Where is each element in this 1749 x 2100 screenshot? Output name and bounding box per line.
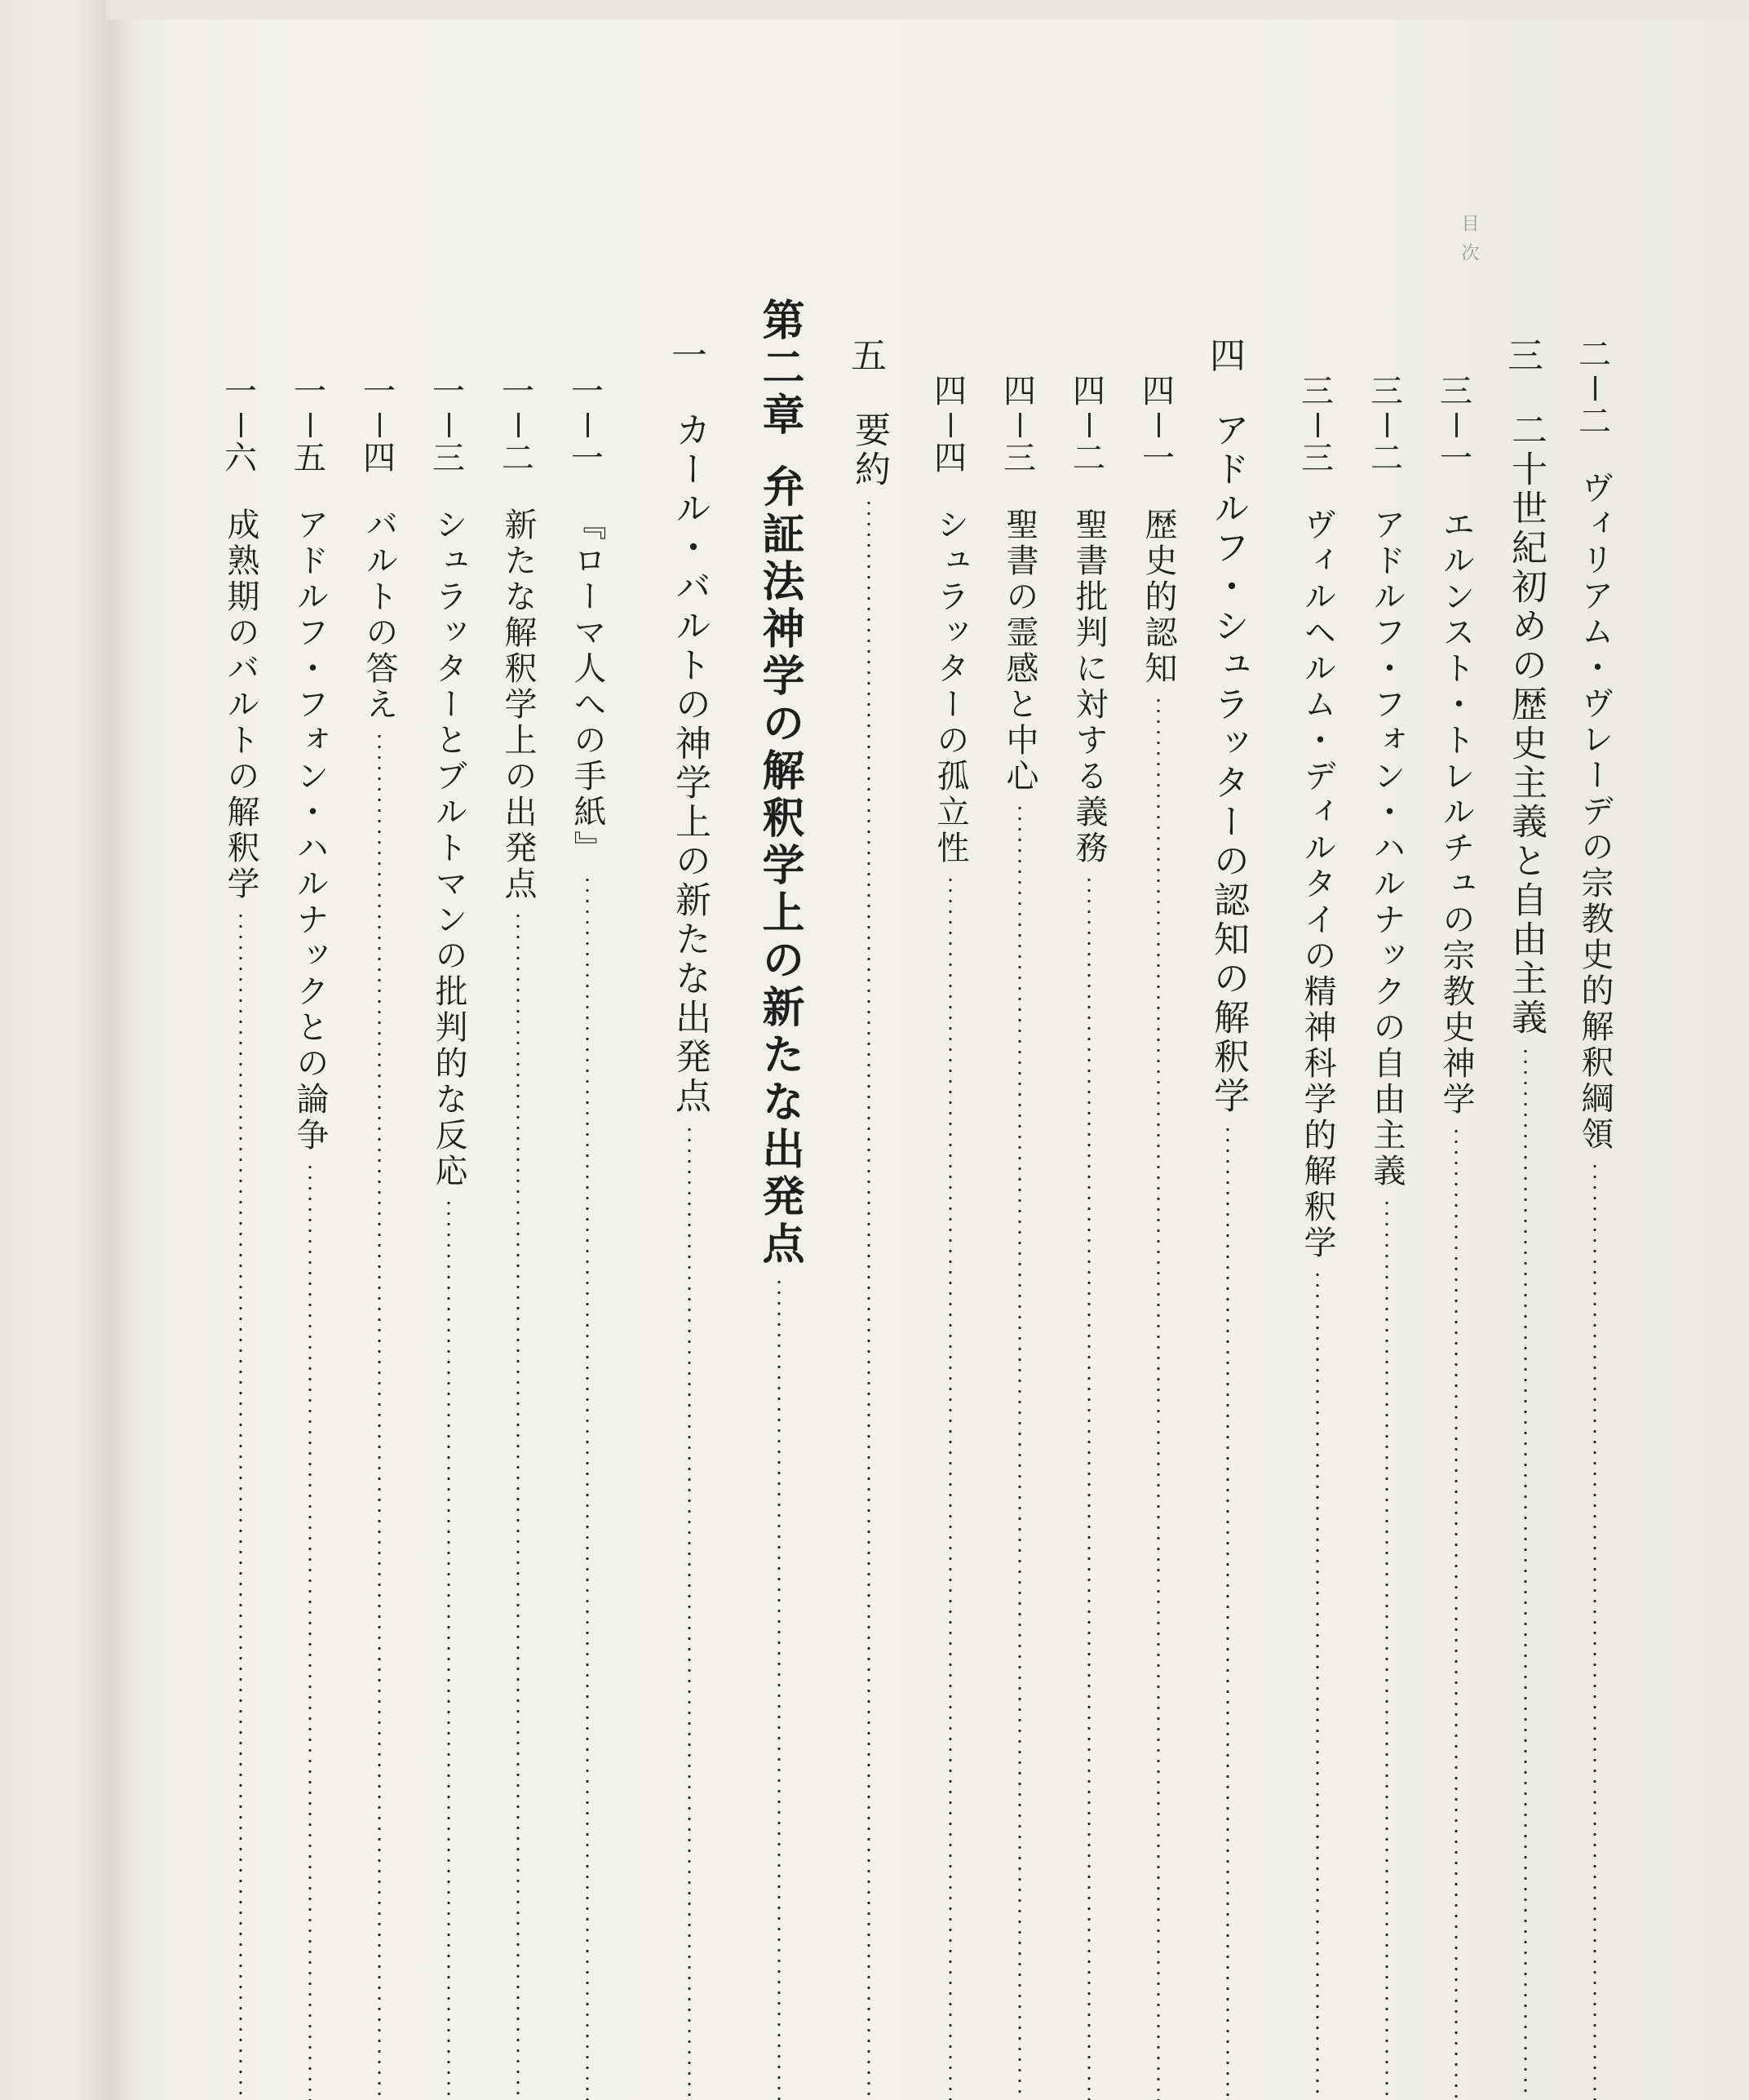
entry-number — [851, 335, 887, 377]
entry-number — [1210, 335, 1246, 377]
dot-leader — [516, 910, 520, 2100]
entry-number — [671, 335, 707, 377]
dot-leader — [239, 910, 242, 2100]
entry-title: 成熟期のバルトの解釈学 — [222, 507, 259, 902]
number-glyph: 一 — [1142, 440, 1175, 477]
entry-title: 弁証法神学の解釈学上の新たな出発点 — [755, 464, 804, 1269]
dot-leader — [1524, 1046, 1527, 2100]
number-glyph: 二 — [1073, 440, 1105, 477]
toc-entry — [216, 0, 265, 2100]
entry-title: 新たな解釈学上の出発点 — [499, 507, 537, 902]
dot-leader — [447, 1198, 450, 2100]
toc-entry — [995, 0, 1044, 2100]
dot-leader — [1018, 803, 1021, 2100]
entry-number — [934, 375, 967, 475]
number-glyph: 二 — [502, 440, 534, 477]
toc-entry — [1362, 0, 1411, 2100]
number-dash — [1019, 413, 1021, 437]
page-header: 目次 — [1459, 214, 1479, 272]
dot-leader — [1385, 1198, 1388, 2100]
number-glyph: 六 — [224, 440, 257, 477]
dot-leader — [378, 731, 381, 2100]
number-dash — [379, 413, 381, 437]
number-glyph: 三 — [1003, 440, 1036, 477]
entry-number — [1073, 375, 1105, 475]
entry-title: ヴィルヘルム・ディルタイの精神科学的解釈学 — [1299, 507, 1336, 1261]
entry-title: 聖書批判に対する義務 — [1070, 507, 1108, 866]
entry-title: 要約 — [848, 411, 890, 490]
number-glyph: 四 — [1142, 373, 1175, 410]
toc-entry — [1065, 0, 1114, 2100]
number-glyph: 四 — [1003, 373, 1036, 410]
entry-number — [571, 375, 604, 475]
dot-leader — [1455, 1126, 1458, 2100]
entry-title: 歴史的認知 — [1140, 507, 1177, 687]
entry-number — [1370, 375, 1403, 475]
toc-entry — [1203, 0, 1252, 2100]
entry-number — [1142, 375, 1175, 475]
number-dash — [1317, 413, 1319, 437]
dot-leader — [1157, 695, 1160, 2100]
toc-entry — [424, 0, 473, 2100]
entry-title: 『ローマ人への手紙』 — [569, 507, 606, 866]
toc-entry — [926, 0, 975, 2100]
number-glyph: 三 — [1301, 373, 1334, 410]
entry-title: エルンスト・トレルチュの宗教史神学 — [1437, 507, 1475, 1118]
dot-leader — [1593, 1161, 1596, 2100]
toc-entry — [1293, 0, 1342, 2100]
toc-entry — [286, 0, 334, 2100]
dot-leader — [1087, 875, 1091, 2100]
number-glyph: 二 — [1579, 403, 1611, 441]
toc-entry — [355, 0, 404, 2100]
entry-number — [1003, 375, 1036, 475]
number-glyph: 五 — [294, 440, 326, 477]
dot-leader — [949, 875, 952, 2100]
entry-title: 二十世紀初めの歴史主義と自由主義 — [1505, 411, 1547, 1038]
number-glyph: 一 — [671, 335, 707, 377]
entry-number — [502, 375, 534, 475]
number-dash — [1158, 413, 1160, 437]
number-glyph: 四 — [934, 440, 967, 477]
number-dash — [1594, 376, 1596, 401]
number-glyph: 一 — [363, 373, 396, 410]
entry-number — [1579, 336, 1611, 441]
toc-entry — [1570, 0, 1619, 2100]
entry-number — [432, 375, 465, 475]
entry-number — [294, 375, 326, 475]
number-glyph: 一 — [571, 440, 604, 477]
entry-title: アドルフ・フォン・ハルナックの自由主義 — [1368, 507, 1406, 1190]
entry-number — [363, 375, 396, 475]
dot-leader — [777, 1277, 781, 2100]
entry-title: カール・バルトの神学上の新たな出発点 — [669, 411, 711, 1116]
dot-leader — [586, 875, 589, 2100]
number-dash — [448, 413, 450, 437]
dot-leader — [688, 1124, 691, 2100]
number-glyph: 一 — [294, 373, 326, 410]
number-dash — [309, 413, 312, 437]
entry-number — [1440, 375, 1472, 475]
entry-title: シュラッターとブルトマンの批判的な反応 — [430, 507, 467, 1190]
number-dash — [950, 413, 952, 437]
number-glyph: 二 — [1370, 440, 1403, 477]
entry-title: バルトの答え — [361, 507, 398, 723]
number-glyph: 三 — [1440, 373, 1472, 410]
toc-entry — [1501, 0, 1550, 2100]
chapter-label: 第二章 — [755, 298, 804, 440]
number-glyph: 四 — [1210, 335, 1246, 377]
toc-entry — [844, 0, 893, 2100]
entry-title: 聖書の霊感と中心 — [1001, 507, 1038, 795]
number-glyph: 三 — [1370, 373, 1403, 410]
number-dash — [587, 413, 589, 437]
number-glyph: 一 — [571, 373, 604, 410]
number-dash — [240, 413, 242, 437]
toc-entry — [1432, 0, 1481, 2100]
number-glyph: 三 — [432, 440, 465, 477]
entry-number — [224, 375, 257, 475]
entry-title: アドルフ・フォン・ハルナックとの論争 — [291, 507, 329, 1154]
entry-number — [1301, 375, 1334, 475]
entry-title: シュラッターの孤立性 — [932, 507, 969, 866]
dot-leader — [867, 498, 870, 2100]
number-glyph: 四 — [1073, 373, 1105, 410]
entry-title: ヴィリアム・ヴレーデの宗教史的解釈綱領 — [1576, 471, 1614, 1153]
number-dash — [517, 413, 520, 437]
number-glyph: 一 — [432, 373, 465, 410]
dot-leader — [1226, 1124, 1229, 2100]
dot-leader — [308, 1162, 312, 2100]
number-glyph: 二 — [1579, 336, 1611, 374]
number-glyph: 三 — [1301, 440, 1334, 477]
dot-leader — [1316, 1269, 1319, 2100]
toc-entry — [665, 0, 714, 2100]
facing-page-edge — [0, 0, 114, 2100]
number-dash — [1088, 413, 1091, 437]
toc-entry — [494, 0, 542, 2100]
entry-title: アドルフ・シュラッターの認知の解釈学 — [1207, 411, 1249, 1116]
entry-number — [1508, 335, 1543, 377]
number-glyph: 五 — [851, 335, 887, 377]
number-glyph: 一 — [224, 373, 257, 410]
number-glyph: 三 — [1508, 335, 1543, 377]
number-dash — [1386, 413, 1388, 437]
number-glyph: 一 — [502, 373, 534, 410]
toc-entry — [1134, 0, 1183, 2100]
toc-entry — [755, 0, 804, 2100]
number-dash — [1455, 413, 1458, 437]
number-glyph: 四 — [363, 440, 396, 477]
number-glyph: 四 — [934, 373, 967, 410]
number-glyph: 一 — [1440, 440, 1472, 477]
toc-entry — [563, 0, 612, 2100]
